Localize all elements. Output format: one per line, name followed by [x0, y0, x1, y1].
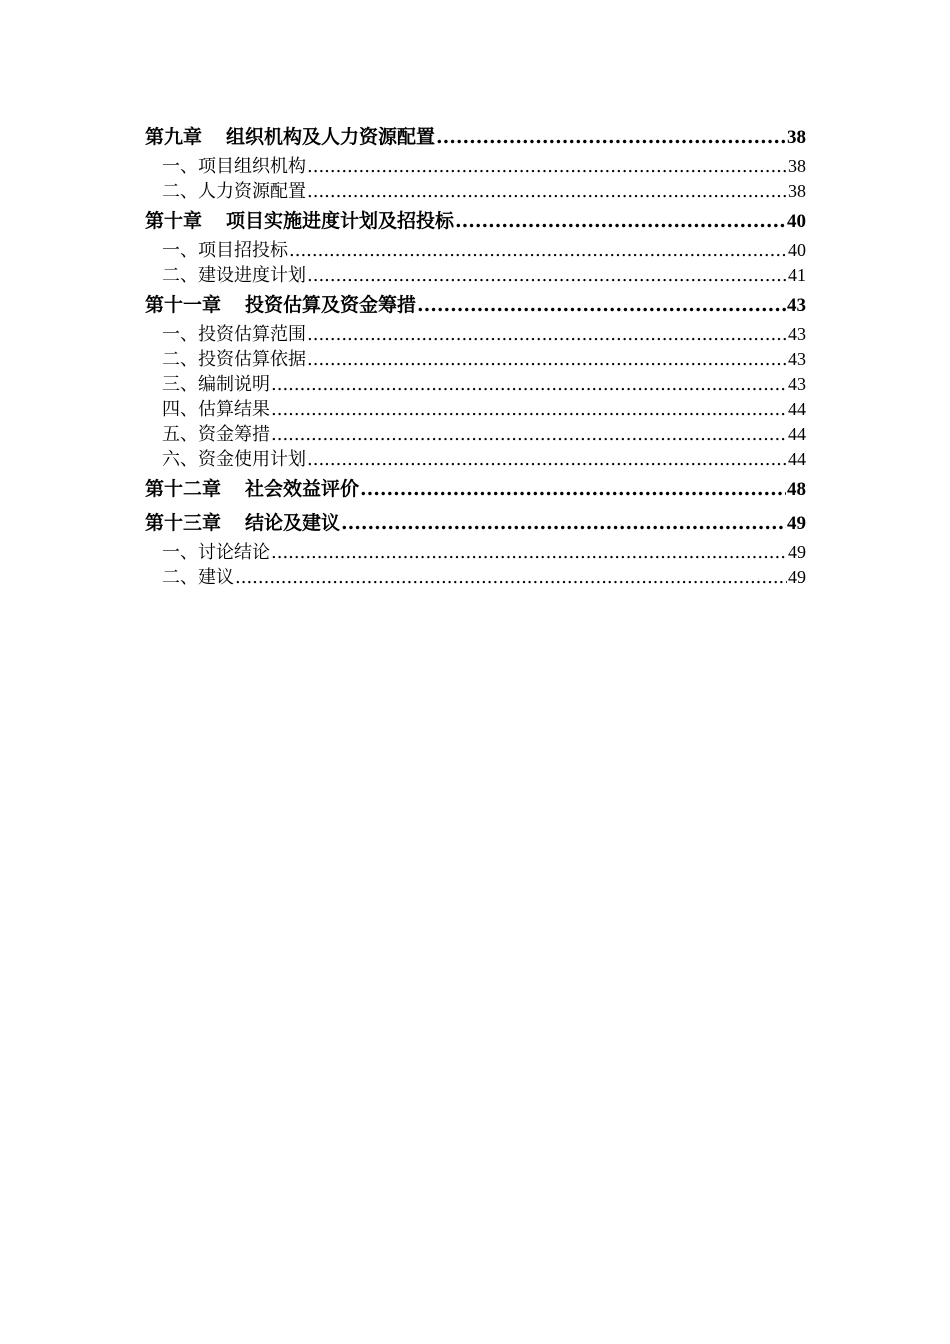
toc-section-entry[interactable] — [145, 447, 806, 472]
chapter-title-text: 结论及建议 — [245, 512, 341, 534]
toc-section-entry[interactable] — [145, 322, 806, 347]
toc-section-entry[interactable] — [145, 397, 806, 422]
table-of-contents — [145, 120, 806, 590]
section-title: 一、项目组织机构 — [162, 156, 306, 177]
toc-section-entry[interactable] — [145, 347, 806, 372]
chapter-title — [145, 472, 359, 506]
page-number: 49 — [788, 542, 806, 562]
dot-leader — [271, 372, 787, 397]
section-title: 五、资金筹措 — [162, 424, 270, 445]
dot-leader — [289, 238, 787, 263]
page-number: 49 — [787, 513, 806, 534]
page-number: 38 — [788, 181, 806, 201]
section-title: 二、投资估算依据 — [162, 349, 306, 370]
page-number: 44 — [788, 424, 806, 444]
page-number: 44 — [788, 399, 806, 419]
dot-leader — [307, 322, 787, 347]
toc-section-entry[interactable] — [145, 179, 806, 204]
chapter-title — [145, 506, 340, 540]
chapter-title-text: 社会效益评价 — [245, 478, 360, 500]
chapter-number: 第十三章 — [145, 512, 222, 534]
chapter-title-text: 投资估算及资金筹措 — [245, 294, 417, 316]
section-title: 六、资金使用计划 — [162, 449, 306, 470]
chapter-title-text: 项目实施进度计划及招投标 — [226, 210, 455, 232]
dot-leader — [360, 472, 786, 506]
dot-leader — [271, 540, 787, 565]
dot-leader — [307, 347, 787, 372]
section-title: 三、编制说明 — [162, 374, 270, 395]
page-number: 38 — [788, 156, 806, 176]
toc-section-entry[interactable] — [145, 263, 806, 288]
dot-leader — [307, 447, 787, 472]
page-number: 49 — [788, 567, 806, 587]
page-number: 38 — [787, 127, 806, 148]
section-title: 二、人力资源配置 — [162, 181, 306, 202]
page-number: 41 — [788, 265, 806, 285]
page-number: 44 — [788, 449, 806, 469]
toc-chapter-entry[interactable] — [145, 204, 806, 238]
chapter-number: 第十章 — [145, 210, 203, 232]
toc-chapter-entry[interactable] — [145, 288, 806, 322]
chapter-title — [145, 204, 454, 238]
toc-section-entry[interactable] — [145, 372, 806, 397]
dot-leader — [271, 397, 787, 422]
dot-leader — [417, 288, 786, 322]
toc-section-entry[interactable] — [145, 154, 806, 179]
page-number: 43 — [788, 349, 806, 369]
toc-section-entry[interactable] — [145, 422, 806, 447]
chapter-title — [145, 120, 435, 154]
toc-section-entry[interactable] — [145, 238, 806, 263]
page-number: 40 — [788, 240, 806, 260]
dot-leader — [235, 565, 787, 590]
page-number: 40 — [787, 211, 806, 232]
dot-leader — [307, 154, 787, 179]
section-title: 二、建议 — [162, 567, 234, 588]
toc-chapter-entry[interactable] — [145, 506, 806, 540]
dot-leader — [455, 204, 786, 238]
section-title: 一、投资估算范围 — [162, 324, 306, 345]
dot-leader — [341, 506, 786, 540]
page-number: 43 — [788, 374, 806, 394]
chapter-number: 第十一章 — [145, 294, 222, 316]
dot-leader — [271, 422, 787, 447]
toc-section-entry[interactable] — [145, 565, 806, 590]
section-title: 一、讨论结论 — [162, 542, 270, 563]
toc-section-entry[interactable] — [145, 540, 806, 565]
page-number: 48 — [787, 479, 806, 500]
chapter-title — [145, 288, 416, 322]
section-title: 二、建设进度计划 — [162, 265, 306, 286]
section-title: 四、估算结果 — [162, 399, 270, 420]
toc-chapter-entry[interactable] — [145, 120, 806, 154]
dot-leader — [307, 179, 787, 204]
dot-leader — [436, 120, 786, 154]
chapter-title-text: 组织机构及人力资源配置 — [226, 126, 436, 148]
section-title: 一、项目招投标 — [162, 240, 288, 261]
toc-chapter-entry[interactable] — [145, 472, 806, 506]
page-number: 43 — [787, 295, 806, 316]
chapter-number: 第九章 — [145, 126, 203, 148]
dot-leader — [307, 263, 787, 288]
page-number: 43 — [788, 324, 806, 344]
chapter-number: 第十二章 — [145, 478, 222, 500]
